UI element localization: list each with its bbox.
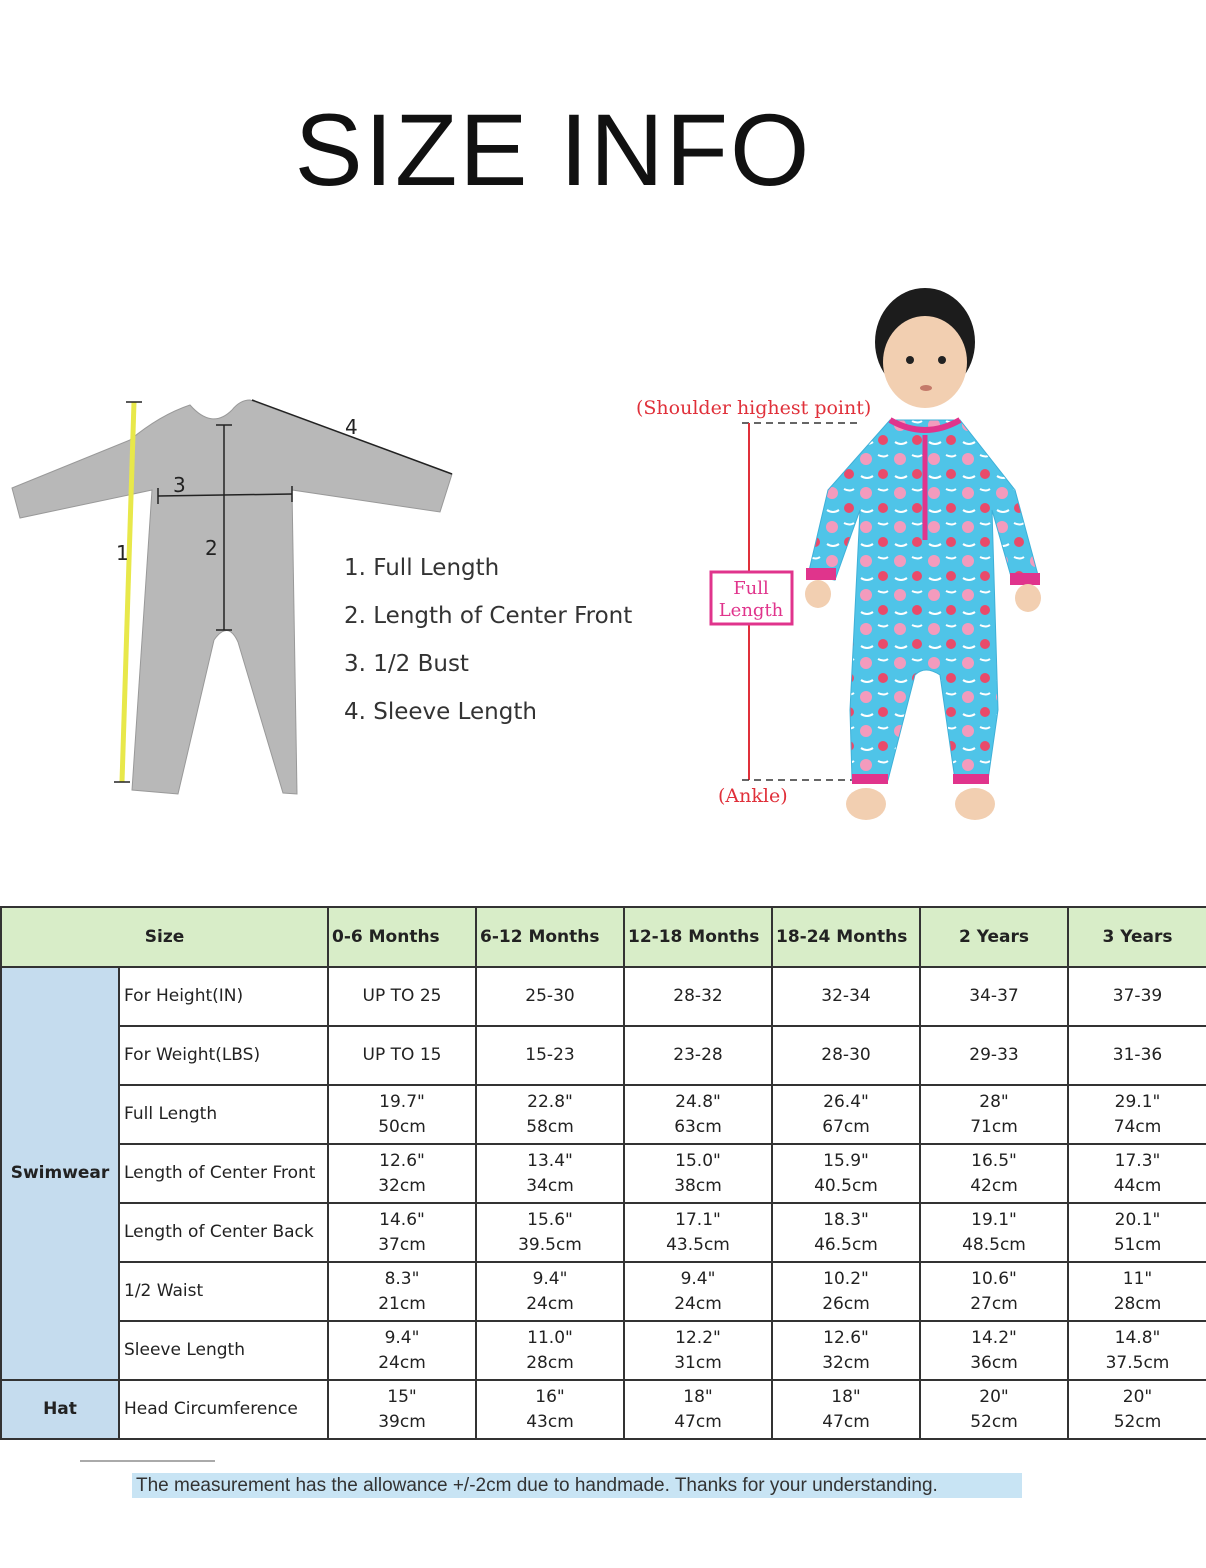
size-value: 71cm [970,1116,1018,1137]
size-value-cell [476,1262,624,1321]
size-value-cell [920,1085,1068,1144]
size-value: 14.8" [1114,1327,1161,1348]
size-value: 34-37 [969,986,1019,1006]
size-value: 52cm [1113,1411,1162,1432]
group-label: Hat [1,1380,119,1439]
size-value: 26cm [822,1293,870,1314]
size-value-cell [328,1321,476,1380]
child-face [883,316,967,408]
mark-1: 1 [116,541,129,565]
size-value: 9.4" [680,1268,716,1289]
size-value: 67cm [822,1116,870,1137]
size-value: 14.6" [379,1209,425,1230]
size-value: 8.3" [384,1268,420,1289]
size-value: 58cm [526,1116,574,1137]
size-value: 24.8" [675,1091,721,1112]
size-value-cell [476,1085,624,1144]
column-header: 2 Years [920,907,1068,967]
size-value: 17.1" [675,1209,721,1230]
size-value: 47cm [822,1411,870,1432]
size-value: 50cm [378,1116,426,1137]
size-value: 42cm [970,1175,1018,1196]
size-value-cell [1068,1321,1206,1380]
size-value-cell [624,967,772,1026]
size-value: 28cm [526,1352,574,1373]
size-value: 51cm [1113,1234,1162,1255]
size-value: 19.7" [379,1091,425,1112]
size-value: 24cm [378,1352,426,1373]
size-value-cell [1068,1026,1206,1085]
size-value-cell [624,1026,772,1085]
size-value: 43cm [526,1411,574,1432]
size-table [0,906,1206,1440]
size-value-cell [624,1144,772,1203]
size-value: 16.5" [971,1150,1017,1171]
size-value: 26.4" [823,1091,869,1112]
size-value: 32cm [378,1175,426,1196]
table-row [1,1026,1206,1085]
size-value-cell [476,1026,624,1085]
mark-3: 3 [173,473,186,497]
size-value-cell [1068,1203,1206,1262]
size-value-cell [920,1026,1068,1085]
measurement-legend [344,552,632,744]
size-value: 37-39 [1112,986,1163,1006]
size-value-cell [624,1321,772,1380]
divider [0,1458,1206,1464]
size-value-cell [920,1144,1068,1203]
size-value-cell [920,1380,1068,1439]
row-label: 1/2 Waist [119,1262,328,1321]
size-value-cell [624,1262,772,1321]
size-value: 29-33 [969,1045,1019,1065]
legend-item: 4. Sleeve Length [344,699,537,725]
mark-4: 4 [345,415,358,439]
size-value: UP TO 25 [362,986,442,1006]
table-row [1,1085,1206,1144]
table-row [1,1321,1206,1380]
mark-2: 2 [205,536,218,560]
size-value: 14.2" [971,1327,1017,1348]
allowance-note: The measurement has the allowance +/-2cm due to handmade. Thanks for your understanding. [132,1473,1022,1498]
size-value-cell [328,1085,476,1144]
row-label: Head Circumference [119,1380,328,1439]
size-value: 20" [979,1386,1009,1407]
ankle-label: (Ankle) [718,785,788,807]
row-label: Full Length [119,1085,328,1144]
size-value-cell [624,1085,772,1144]
size-value: 48.5cm [962,1234,1026,1255]
row-label: For Weight(LBS) [119,1026,328,1085]
size-value: 37cm [378,1234,426,1255]
size-value: 13.4" [527,1150,573,1171]
table-row [1,967,1206,1026]
size-value: 52cm [970,1411,1018,1432]
column-header: 18-24 Months [772,907,920,967]
table-row [1,1203,1206,1262]
size-value-cell [328,1144,476,1203]
size-value-cell [328,1026,476,1085]
size-value: 46.5cm [814,1234,878,1255]
size-value: 39.5cm [518,1234,582,1255]
size-value: 18.3" [823,1209,869,1230]
size-value: 15.6" [527,1209,573,1230]
size-value: 29.1" [1114,1091,1161,1112]
size-value: 44cm [1113,1175,1162,1196]
row-label: Sleeve Length [119,1321,328,1380]
size-value: 17.3" [1114,1150,1161,1171]
column-header: 0-6 Months [328,907,476,967]
size-value-cell [624,1380,772,1439]
size-value: 9.4" [532,1268,568,1289]
size-value: UP TO 15 [362,1045,442,1065]
legend-item: 1. Full Length [344,555,500,581]
size-value-cell [476,1380,624,1439]
table-row [1,1144,1206,1203]
legend-item: 2. Length of Center Front [344,603,633,629]
size-value: 15-23 [525,1045,575,1065]
size-value-cell [920,967,1068,1026]
size-value: 21cm [378,1293,426,1314]
size-value-cell [1068,1085,1206,1144]
size-value: 12.2" [675,1327,721,1348]
size-value: 34cm [526,1175,574,1196]
column-header: 3 Years [1068,907,1206,967]
table-row [1,1262,1206,1321]
page-title: SIZE INFO [294,93,812,207]
size-value: 39cm [378,1411,426,1432]
size-value-cell [328,1203,476,1262]
size-value: 31cm [674,1352,722,1373]
group-label: Swimwear [1,967,119,1380]
size-value: 40.5cm [814,1175,878,1196]
size-value: 20" [1122,1386,1153,1407]
size-value-cell [1068,1380,1206,1439]
size-value: 37.5cm [1105,1352,1170,1373]
size-value: 23-28 [673,1045,723,1065]
size-value-cell [624,1203,772,1262]
row-label: Length of Center Front [119,1144,328,1203]
size-value-cell [772,967,920,1026]
size-value: 22.8" [527,1091,573,1112]
size-value-cell [328,1380,476,1439]
size-value: 15.9" [823,1150,869,1171]
size-value: 31-36 [1112,1045,1163,1065]
size-value-cell [328,967,476,1026]
size-value: 25-30 [525,986,575,1006]
size-value: 63cm [674,1116,722,1137]
size-value-cell [772,1144,920,1203]
size-value: 20.1" [1114,1209,1161,1230]
size-value: 28-32 [673,986,723,1006]
size-value: 15.0" [675,1150,721,1171]
size-value: 15" [387,1386,417,1407]
row-label: Length of Center Back [119,1203,328,1262]
size-value: 18" [831,1386,861,1407]
size-value: 43.5cm [666,1234,730,1255]
size-value: 38cm [674,1175,722,1196]
size-value-cell [772,1380,920,1439]
size-value-cell [920,1203,1068,1262]
size-value: 11" [1122,1268,1153,1289]
size-value-cell [476,1321,624,1380]
size-value: 24cm [674,1293,722,1314]
size-value: 47cm [674,1411,722,1432]
size-value: 28cm [1113,1293,1162,1314]
size-value: 12.6" [379,1150,425,1171]
size-value: 27cm [970,1293,1018,1314]
size-value-cell [772,1321,920,1380]
legend-item: 3. 1/2 Bust [344,651,469,677]
svg-text:Length: Length [718,600,784,621]
table-row [1,1380,1206,1439]
size-value: 19.1" [971,1209,1017,1230]
size-value-cell [772,1026,920,1085]
size-value: 28" [979,1091,1009,1112]
size-value: 74cm [1113,1116,1162,1137]
size-value-cell [772,1203,920,1262]
size-value: 16" [535,1386,565,1407]
size-value-cell [328,1262,476,1321]
size-value-cell [920,1262,1068,1321]
size-value-cell [476,1203,624,1262]
size-value-cell [476,1144,624,1203]
shoulder-point-label: (Shoulder highest point) [636,397,872,419]
row-label: For Height(IN) [119,967,328,1026]
size-value: 9.4" [384,1327,420,1348]
size-value: 10.6" [971,1268,1017,1289]
size-value: 18" [683,1386,713,1407]
size-value-cell [1068,967,1206,1026]
column-header: 6-12 Months [476,907,624,967]
size-value-cell [772,1262,920,1321]
column-header: 12-18 Months [624,907,772,967]
size-value: 28-30 [821,1045,871,1065]
size-value-cell [920,1321,1068,1380]
size-value-cell [772,1085,920,1144]
size-value: 11.0" [527,1327,573,1348]
size-value-cell [1068,1262,1206,1321]
size-value: 36cm [970,1352,1018,1373]
size-value: 24cm [526,1293,574,1314]
svg-text:Full: Full [733,578,769,599]
model-photo [620,280,1060,830]
size-value: 10.2" [823,1268,869,1289]
size-value: 12.6" [823,1327,869,1348]
size-value: 32cm [822,1352,870,1373]
size-value-cell [476,967,624,1026]
size-header: Size [1,907,328,967]
table-header-row [1,907,1206,967]
size-value: 32-34 [821,986,871,1006]
size-value-cell [1068,1144,1206,1203]
